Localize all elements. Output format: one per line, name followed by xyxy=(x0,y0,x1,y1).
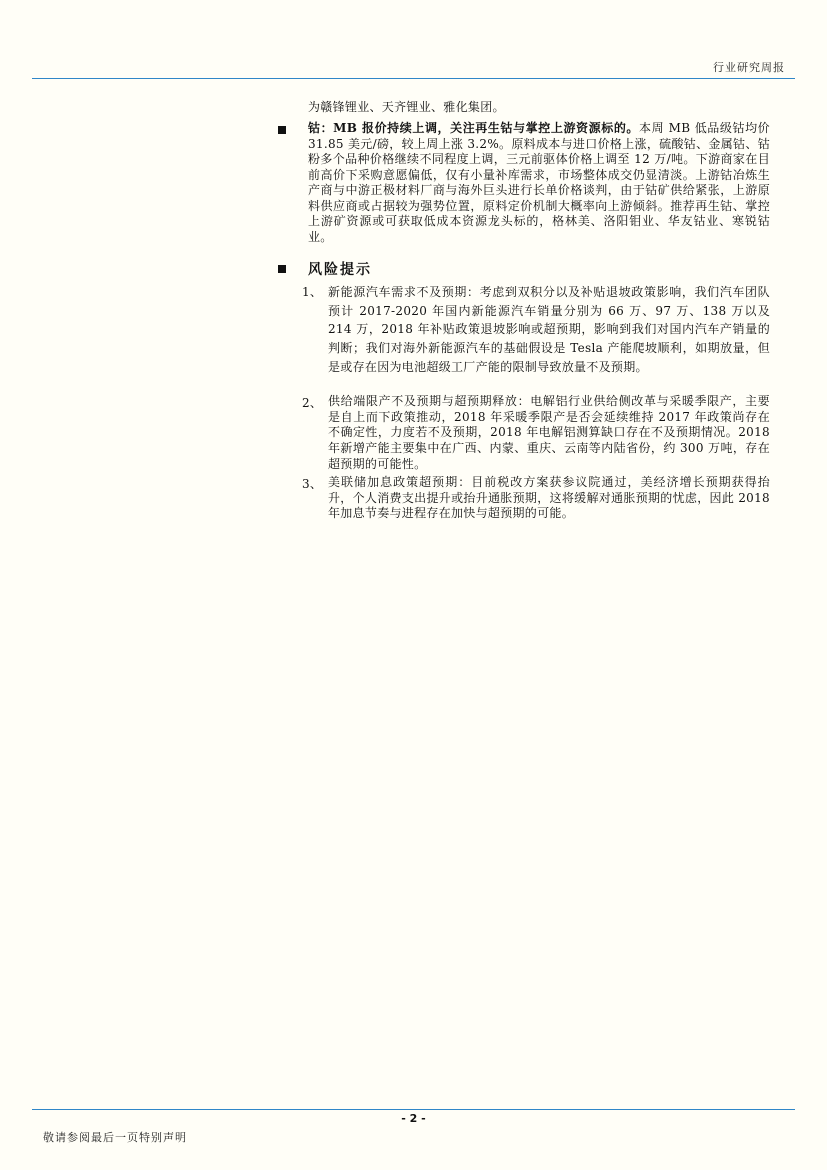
risk-item-text: 供给端限产不及预期与超预期释放：电解铝行业供给侧改革与采暖季限产，主要是自上而下政策推动，2018 年采暖季限产是否会延续维持 2017 年政策尚存在不确定性，力度若不及预期，2018 年电解铝测算缺口存在不及预期情况。2018 年新增产能主要集中在广西、内蒙、重庆、云南等内陆省份，约 300 万吨，存在超预期的可能性。 xyxy=(328,394,770,471)
footer-disclaimer-note: 敬请参阅最后一页特别声明 xyxy=(43,1131,187,1144)
cobalt-paragraph xyxy=(308,121,770,245)
risk-heading: 风险提示 xyxy=(308,262,372,278)
risk-item xyxy=(302,394,770,473)
risk-item-number: 1、 xyxy=(302,285,323,299)
cobalt-lead: 钴：MB 报价持续上调，关注再生钴与掌控上游资源标的。 xyxy=(308,121,640,135)
risk-item-number: 3、 xyxy=(302,477,323,491)
footer-divider xyxy=(32,1109,795,1110)
square-bullet-icon xyxy=(278,126,286,134)
risk-item-text: 新能源汽车需求不及预期：考虑到双积分以及补贴退坡政策影响，我们汽车团队预计 2017-2020 年国内新能源汽车销量分别为 66 万、97 万、138 万以及 214 万，2018 年补贴政策退坡影响或超预期，影响到我们对国内汽车产销量的判断；我们对海外新能源汽车的基础假设是 Tesla 产能爬坡顺利，如期放量，但是或存在因为电池超级工厂产能的限制导致放量不及预期。 xyxy=(328,285,770,374)
risk-item-number: 2、 xyxy=(302,396,323,410)
page-number: - 2 - xyxy=(401,1112,426,1125)
square-bullet-icon xyxy=(278,265,286,273)
continuation-paragraph: 为赣锋锂业、天齐锂业、雅化集团。 xyxy=(308,100,505,114)
risk-item xyxy=(302,475,770,522)
cobalt-body: 本周 MB 低品级钴均价 31.85 美元/磅，较上周上涨 3.2%。原料成本与进口价格上涨，硫酸钴、金属钴、钴粉多个品种价格继续不同程度上调，三元前驱体价格上调至 12 万/吨。下游商家在目前高价下采购意愿偏低，仅有小量补库需求，市场整体成交仍显清淡。上游钴冶炼生产商与中游正极材料厂商与海外巨头进行长单价格谈判，由于钴矿供给紧张，上游原料供应商或占据较为强势位置，原料定价机制大概率向上游倾斜。推荐再生钴、掌控上游矿资源或可获取低成本资源龙头标的，格林美、洛阳钼业、华友钴业、寒锐钴业。 xyxy=(308,121,770,244)
risk-item-text: 美联储加息政策超预期：目前税改方案获参议院通过，美经济增长预期获得抬升，个人消费支出提升或抬升通胀预期，这将缓解对通胀预期的忧虑，因此 2018 年加息节奏与进程存在加快与超预期的可能。 xyxy=(328,475,770,521)
header-divider xyxy=(32,78,795,79)
risk-item xyxy=(302,283,770,377)
header-label: 行业研究周报 xyxy=(713,61,785,74)
